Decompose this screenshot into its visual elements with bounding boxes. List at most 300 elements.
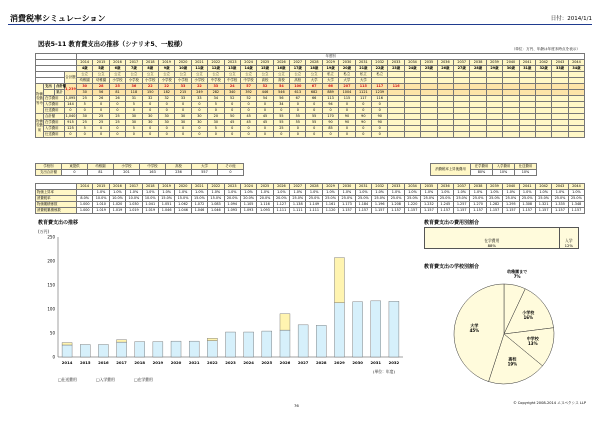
bar-segment [262, 331, 272, 357]
year-header: 2027 [290, 60, 306, 66]
year-header: 2018 [142, 184, 158, 190]
value-cell: 0 [191, 102, 207, 108]
value-cell: 0 [355, 102, 371, 108]
row-total: 1,040 [65, 113, 76, 118]
year-header: 2041 [519, 184, 535, 190]
pie-label: 7% [513, 273, 521, 279]
rate-value: 1.208 [388, 202, 404, 208]
year-header: 2039 [486, 60, 502, 66]
year-header: 2031 [355, 60, 371, 66]
year-header: 2030 [339, 184, 355, 190]
stage-header: 幼稚園 [88, 164, 114, 170]
year-header: 2038 [470, 60, 486, 66]
age-header: 4歳 [77, 66, 93, 72]
value-cell: 85 [322, 126, 338, 132]
stage-header: 小学校 [114, 164, 140, 170]
rate-value: 1.245 [437, 202, 453, 208]
year-header: 2023 [224, 184, 240, 190]
value-cell: 25 [93, 120, 109, 126]
rate-value: 1.072 [191, 202, 207, 208]
value-cell [453, 132, 469, 138]
value-cell: 0 [306, 108, 322, 114]
rate-value: 1.0% [552, 190, 568, 196]
age-header: 15歳 [257, 66, 273, 72]
rate-value: 1.257 [453, 202, 469, 208]
value-cell: 170 [322, 114, 338, 120]
value-cell: 0 [77, 132, 93, 138]
value-cell: 115 [339, 96, 355, 102]
rate-value: 15.0% [191, 196, 207, 202]
rate-value: 1.020 [109, 202, 125, 208]
bar-segment [316, 325, 326, 357]
value-cell: 30 [142, 120, 158, 126]
value-cell: 0 [142, 102, 158, 108]
school-type: 公立 [273, 72, 289, 78]
row-sublabel: 累計 [56, 89, 63, 94]
pie-label: 中学校 [526, 335, 539, 341]
value-cell: 52 [224, 96, 240, 102]
rate-value: 1.0% [257, 190, 273, 196]
age-header: 5歳 [93, 66, 109, 72]
value-cell: 5 [126, 126, 142, 132]
year-header: 2042 [535, 60, 551, 66]
stage-cell: 小学校 [126, 78, 142, 84]
stage-cell: 中学校 [240, 78, 256, 84]
x-tick-label: 2026 [279, 360, 291, 365]
rate-value: 1.348 [568, 202, 584, 208]
main-table [35, 53, 585, 138]
value-cell: 0 [158, 102, 174, 108]
age-header: 29歳 [486, 66, 502, 72]
header [8, 11, 592, 25]
y-tick-label: 100 [47, 306, 55, 312]
stage-cell: 中学校 [208, 78, 224, 84]
x-tick-label: 2015 [79, 360, 91, 365]
rate-value: 1.220 [404, 202, 420, 208]
value-cell [421, 132, 437, 138]
age-header: 26歳 [437, 66, 453, 72]
bar-segment [80, 345, 90, 357]
header-rule [8, 24, 592, 25]
rate-value: 1.0% [503, 190, 519, 196]
year-header: 2016 [109, 184, 125, 190]
year-header: 2041 [519, 60, 535, 66]
value-cell: 0 [290, 102, 306, 108]
year-header: 2021 [191, 60, 207, 66]
stage-header: その他 [218, 164, 244, 170]
age-header: 12歳 [208, 66, 224, 72]
year-header: 2027 [290, 184, 306, 190]
x-tick-label: 2017 [116, 360, 127, 365]
age-header: 13歳 [224, 66, 240, 72]
year-header: 2044 [568, 60, 584, 66]
value-cell: 30 [126, 114, 142, 120]
value-cell: 0 [240, 108, 256, 114]
value-cell: 0 [158, 126, 174, 132]
x-axis-label: (単位：年度) [373, 369, 395, 374]
value-cell: 0 [158, 132, 174, 138]
value-cell: 0 [240, 132, 256, 138]
value-cell: 30 [191, 114, 207, 120]
stage-cell: 小学校 [191, 78, 207, 84]
value-cell: 0 [290, 126, 306, 132]
value-cell: 30 [208, 120, 224, 126]
row-total: 0 [65, 132, 77, 138]
value-cell: 0 [372, 132, 388, 138]
value-cell [519, 132, 535, 138]
year-header: 2019 [158, 60, 174, 66]
rate-value: 1.0% [453, 190, 469, 196]
age-header: 6歳 [109, 66, 125, 72]
pie-label: 幼稚園まで [507, 268, 528, 274]
rate-value: 1.105 [240, 202, 256, 208]
value-cell: 0 [109, 126, 125, 132]
rate-value: 1.041 [142, 202, 158, 208]
value-cell: 25 [77, 96, 93, 102]
value-cell [568, 132, 584, 138]
value-cell: 25 [109, 120, 125, 126]
pie-label: 19% [507, 361, 518, 367]
value-cell: 30 [191, 120, 207, 126]
value-cell: 0 [290, 132, 306, 138]
value-cell: 24 [224, 84, 240, 90]
value-cell: 282 [208, 90, 224, 96]
year-header: 2035 [421, 60, 437, 66]
value-cell: 30 [175, 120, 191, 126]
rate-label: 物価上昇率 [36, 190, 77, 196]
age-header: 34歳 [568, 66, 584, 72]
value-cell: 57 [240, 84, 256, 90]
age-header: 18歳 [306, 66, 322, 72]
total-header: 合計額 [65, 72, 77, 84]
value-cell: 33 [208, 84, 224, 90]
value-cell: 30 [77, 114, 93, 120]
year-header: 2020 [175, 60, 191, 66]
bar-segment [117, 340, 127, 342]
age-header: 24歳 [404, 66, 420, 72]
value-cell: 30 [175, 114, 191, 120]
year-header: 2037 [453, 184, 469, 190]
pie-label: 高校 [508, 356, 517, 362]
value-cell: 30 [142, 114, 158, 120]
value-cell: 150 [142, 90, 158, 96]
rate-value: 25.0% [503, 196, 519, 202]
age-header: 16歳 [273, 66, 289, 72]
chart2-title: 教育費支出の費用別割合 [424, 220, 480, 226]
year-header: 2016 [109, 60, 125, 66]
value-cell: 30 [77, 84, 93, 90]
value-cell: 0 [175, 108, 191, 114]
rate-value: 20.0% [273, 196, 289, 202]
rate-value: 1.0% [175, 190, 191, 196]
value-cell [503, 132, 519, 138]
value-cell: 682 [306, 90, 322, 96]
x-tick-label: 2025 [261, 360, 273, 365]
year-header: 2030 [339, 60, 355, 66]
bar-chart [36, 227, 414, 392]
rate-value: 25.0% [404, 196, 420, 202]
stage-cell: 小学校 [175, 78, 191, 84]
pie-label: 大学 [470, 322, 479, 328]
value-cell: 0 [77, 108, 93, 114]
year-header: 2040 [503, 60, 519, 66]
rate-table [35, 183, 585, 214]
rate-value: 25.0% [535, 196, 551, 202]
value-cell: 55 [306, 120, 322, 126]
value-cell: 207 [339, 84, 355, 90]
rate-value: 25.0% [519, 196, 535, 202]
value-cell: 90 [322, 120, 338, 126]
value-cell: 118 [126, 90, 142, 96]
rate-value: 1.120 [322, 208, 338, 214]
legend-entry: □在学費用 [134, 377, 153, 382]
row-label: 支出 [44, 84, 55, 90]
rate-value: 1.0% [142, 190, 158, 196]
rate-value: 1.000 [77, 208, 93, 214]
value-cell: 26 [109, 96, 125, 102]
year-header: 2023 [224, 60, 240, 66]
value-cell: 30 [126, 120, 142, 126]
age-header: 30歳 [503, 66, 519, 72]
bar-segment [280, 314, 290, 330]
rate-value: 10.0% [142, 196, 158, 202]
rate-value: 25.0% [552, 196, 568, 202]
legend-entry: □仕送費用 [58, 377, 77, 382]
value-cell: 0 [240, 102, 256, 108]
x-tick-label: 2021 [188, 360, 200, 365]
year-header: 2022 [208, 60, 224, 66]
x-tick-label: 2032 [388, 360, 400, 365]
value-cell: 0 [322, 132, 338, 138]
bar-segment [171, 341, 181, 357]
value-cell: 22 [142, 84, 158, 90]
rate-label: 物価累積係数 [36, 202, 77, 208]
rate-value: 25.0% [470, 196, 486, 202]
x-tick-label: 2023 [225, 360, 236, 365]
age-header: 21歳 [355, 66, 371, 72]
rate-value: 25.0% [306, 196, 322, 202]
value-cell: 90 [372, 114, 388, 120]
rate-value: 1.157 [421, 208, 437, 214]
value-cell: 55 [273, 120, 289, 126]
value-cell: 0 [109, 102, 125, 108]
age-header: 32歳 [535, 66, 551, 72]
value-cell: 0 [109, 132, 125, 138]
year-group-label: 年度別 [77, 54, 585, 60]
rate-value: 1.046 [158, 208, 174, 214]
rate-value: 1.282 [486, 202, 502, 208]
rate-value: 1.093 [240, 208, 256, 214]
value-cell: 215 [175, 90, 191, 96]
ratio-bar-segment: 入学 12% [560, 228, 578, 248]
bar-segment [62, 345, 72, 357]
rate-value: 1.157 [437, 208, 453, 214]
x-tick-label: 2022 [207, 360, 218, 365]
age-header: 27歳 [453, 66, 469, 72]
rate-value: 25.0% [453, 196, 469, 202]
school-type: 公立 [290, 72, 306, 78]
year-header: 2043 [552, 184, 568, 190]
year-header: 2036 [437, 60, 453, 66]
school-type: 公立 [208, 72, 224, 78]
rate-value: 1.111 [306, 208, 322, 214]
rate-value: 1.0% [208, 190, 224, 196]
value-cell: 1239 [372, 90, 388, 96]
rate-value: 1.157 [519, 208, 535, 214]
age-header: 19歳 [322, 66, 338, 72]
year-header: 2024 [240, 184, 256, 190]
school-type: 公立 [109, 72, 125, 78]
value-cell: 30 [158, 120, 174, 126]
rate-value: 10.0% [93, 196, 109, 202]
stage-header: 東提供 [62, 164, 88, 170]
rate-value: 1.0% [568, 190, 584, 196]
value-cell: 249 [191, 90, 207, 96]
value-cell: 90 [372, 120, 388, 126]
stage-value: 0 [62, 170, 88, 176]
value-cell: 55 [290, 120, 306, 126]
stage-cell: 小学校 [158, 78, 174, 84]
x-tick-label: 2016 [98, 360, 109, 365]
bar-segment [334, 303, 344, 357]
value-cell: 25 [109, 114, 125, 120]
age-header: 33歳 [552, 66, 568, 72]
value-cell: 34 [208, 96, 224, 102]
chart3-title: 教育費支出の学校別割合 [424, 264, 480, 270]
rate-value: 1.138 [290, 202, 306, 208]
rate-value: 1.093 [224, 208, 240, 214]
value-cell: 36 [126, 84, 142, 90]
rate-value: 1.0% [388, 190, 404, 196]
value-cell: 0 [372, 126, 388, 132]
rate-value: 1.157 [339, 208, 355, 214]
age-header: 20歳 [339, 66, 355, 72]
bar-segment [153, 342, 163, 357]
x-tick-label: 2019 [152, 360, 164, 365]
value-cell: 45 [240, 120, 256, 126]
stage-cell: 高校 [290, 78, 306, 84]
stage-cell: 中学校 [224, 78, 240, 84]
stage-cell: 幼稚園 [77, 78, 93, 84]
value-cell: 0 [191, 108, 207, 114]
rate-value: 1.335 [552, 202, 568, 208]
value-cell: 81 [109, 90, 125, 96]
value-cell: 33 [191, 96, 207, 102]
school-type: 公立 [257, 72, 273, 78]
year-header: 2029 [322, 60, 338, 66]
value-cell: 0 [93, 132, 109, 138]
value-cell [486, 132, 502, 138]
value-cell: 0 [273, 132, 289, 138]
value-cell: 30 [158, 114, 174, 120]
row-total: 1,095 [65, 95, 76, 100]
value-cell: 0 [339, 102, 355, 108]
school-type: 私立 [322, 72, 338, 78]
value-cell: 5 [77, 126, 93, 132]
row-label: 在学費用 [44, 120, 65, 126]
row-total: 915 [65, 120, 77, 126]
year-header: 2029 [322, 184, 338, 190]
value-cell: 52 [257, 84, 273, 90]
rate-value: 15.0% [158, 196, 174, 202]
age-header: 22歳 [372, 66, 388, 72]
value-cell: 0 [306, 132, 322, 138]
year-header: 2022 [208, 184, 224, 190]
x-tick-label: 2014 [61, 360, 73, 365]
value-cell: 32 [158, 96, 174, 102]
school-type: 私立 [355, 72, 371, 78]
section-title: 図表5-11 教育費支出の推移（シナリオ5、一般様） [38, 41, 187, 48]
value-cell: 1121 [355, 90, 371, 96]
app-title: 消費税率シミュレーション [10, 14, 106, 23]
rate-value: 1.0% [372, 190, 388, 196]
x-tick-label: 2018 [134, 360, 145, 365]
value-cell: 31 [126, 96, 142, 102]
rate-value: 1.157 [568, 208, 584, 214]
value-cell: 34 [273, 102, 289, 108]
bar-segment [298, 325, 308, 357]
rate-value: 10.0% [109, 196, 125, 202]
stage-row-label: 支出合計額 [36, 170, 62, 176]
value-cell: 90 [355, 120, 371, 126]
value-cell: 0 [126, 132, 142, 138]
value-cell: 66 [322, 84, 338, 90]
value-cell: 56 [93, 90, 109, 96]
copyright: © Copyright 2008-2014 エヌペクシス LLP [513, 401, 586, 405]
value-cell: 45 [257, 114, 273, 120]
ratio-header: 消費税率上昇後費用 [431, 164, 471, 176]
bar-segment [226, 332, 236, 357]
x-tick-label: 2028 [316, 360, 327, 365]
rate-value: 1.019 [93, 208, 109, 214]
value-cell: 182 [158, 90, 174, 96]
value-cell: 0 [126, 108, 142, 114]
value-cell: 0 [208, 132, 224, 138]
x-tick-label: 2024 [243, 360, 254, 365]
year-header: 2032 [372, 60, 388, 66]
unit-note: （単位：万円、年齢は年度末時点を表示） [511, 47, 580, 51]
rate-value: 1.270 [470, 202, 486, 208]
rate-value: 1.046 [191, 208, 207, 214]
year-header: 2038 [470, 184, 486, 190]
value-cell: 5 [208, 102, 224, 108]
year-header: 2034 [404, 60, 420, 66]
value-cell: 28 [93, 84, 109, 90]
rate-value: 1.161 [322, 202, 338, 208]
y-axis-label: (万円) [38, 229, 50, 234]
value-cell: 0 [158, 108, 174, 114]
rate-value: 25.0% [421, 196, 437, 202]
value-cell: 0 [257, 108, 273, 114]
rate-label: 消費税累積係数 [36, 208, 77, 214]
rate-value: 1.111 [273, 208, 289, 214]
value-cell: 392 [240, 90, 256, 96]
rate-value: 1.046 [175, 208, 191, 214]
row-total: 1,239 [65, 84, 77, 96]
year-header: 2037 [453, 60, 469, 66]
school-type: 公立 [240, 72, 256, 78]
rate-value: 1.232 [421, 202, 437, 208]
rate-value: 1.116 [257, 202, 273, 208]
rate-value: 1.030 [126, 202, 142, 208]
year-header: 2024 [240, 60, 256, 66]
legend-entry: □入学費用 [96, 377, 115, 382]
value-cell: 54 [257, 96, 273, 102]
rate-value: 25.0% [388, 196, 404, 202]
rate-value: 1.157 [486, 208, 502, 214]
rate-value: 20.0% [257, 196, 273, 202]
rate-value: 15.0% [208, 196, 224, 202]
